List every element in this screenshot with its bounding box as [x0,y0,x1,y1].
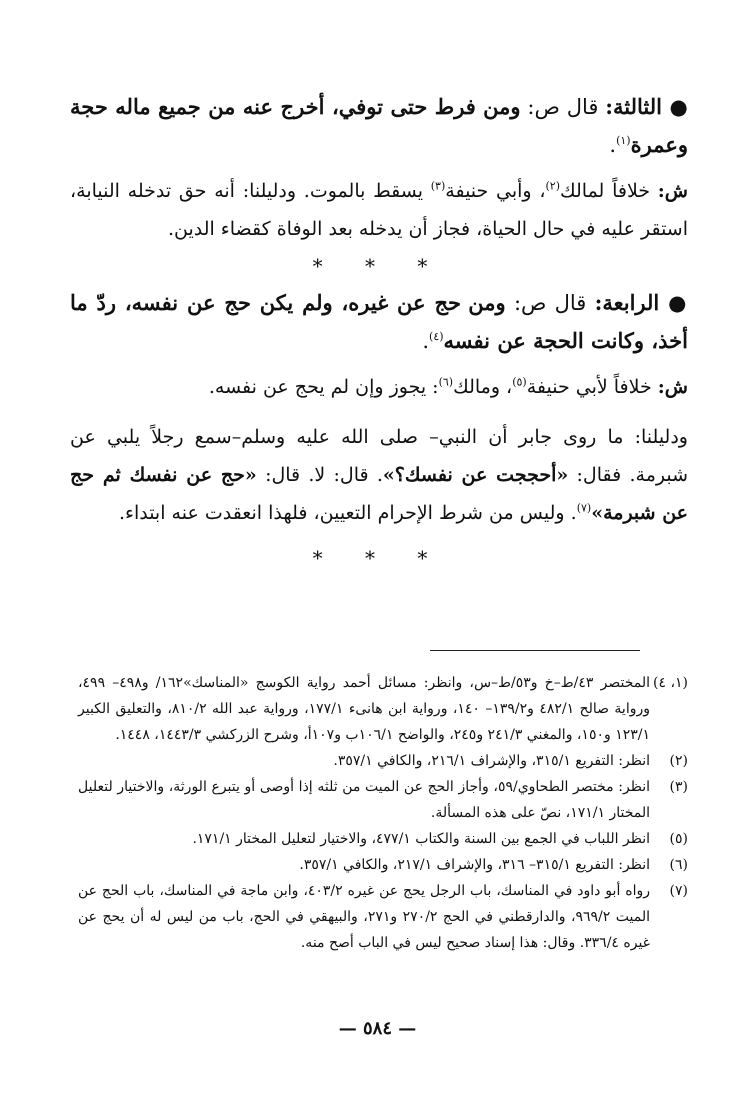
footnote-number: (١، ٤) [653,675,688,691]
footnote-item [78,878,688,956]
footnote-number: (٧) [669,883,688,899]
footnote-number: (٢) [669,753,688,769]
qal-label: قال ص: [513,291,587,315]
commentary-text: ، ومالك [453,376,513,398]
commentary-text: خلافاً لأبي حنيفة [526,376,652,398]
punct: . [422,329,430,353]
page-number: — ٥٨٤ — [338,1018,417,1039]
commentary-text: خلافاً لمالك [559,180,651,202]
footnote-separator [430,650,640,651]
evidence-text: ودليلنا: ما روى جابر أن النبي– صلى الله عليه وسلم–سمع رجلاً يلبي عن شبرمة. فقال: [70,426,689,486]
footnote-item [78,826,688,852]
footnote-number: (٦) [669,857,688,873]
section-third [70,88,688,164]
footnote-item [78,774,688,826]
footnote-text: انظر اللباب في الجمع بين السنة والكتاب ٤٧٧/١، والاختيار لتعليل المختار ١٧١/١. [192,831,650,847]
footnote-text: المختصر ٤٣/ط–خ و٥٣/ط–س، وانظر: مسائل أحمد رواية الكوسج «المناسك»١٦٢/ و٤٩٨– ٤٩٩، ورواية صالح ٤٨٢/١ و١٣٩/٢– ١٤٠، ورواية ابن هانىء ١٧٧/١، ورواية عبد الله ٨١٠/٢، والتعليق الكبير ١٢٣/١ و١٥٠، والمغني ٢٤١/٣ و٢٤٥، والواضح ١٠٦/١ب و١٠٧أ، وشرح الزركشي ١٤٤٣/٣، ١٤٤٨. [78,675,650,743]
footnote-text: انظر: التفريع ٣١٥/١، والإشراف ٢١٦/١، والكافي ٣٥٧/١. [333,753,650,769]
footnote-number: (٥) [669,831,688,847]
footnote-text: انظر: التفريع ٣١٥/١– ٣١٦، والإشراف ٢١٧/١، والكافي ٣٥٧/١. [299,857,650,873]
hadith-quote: «أحججت عن نفسك؟» [382,464,569,486]
footnote-ref[interactable]: (٢) [545,179,560,193]
footnote-number: (٣) [669,779,688,795]
section-heading: ● الثالثة: [605,94,688,119]
commentary-text: : يجوز وإن لم يحج عن نفسه. [208,376,439,398]
section-heading: ● الرابعة: [594,290,688,315]
section-divider: * * * [312,546,446,570]
commentary-text: يسقط بالموت. ودليلنا: أنه حق تدخله النيابة، استقر عليه في حال الحياة، فجاز أن يدخله بعد الوفاة كقضاء الدين. [70,180,688,240]
footnote-ref[interactable]: (٧) [576,501,592,515]
punct: . [609,133,617,157]
commentary-label: ش: [657,376,688,398]
evidence-paragraph [70,418,688,532]
rule-text: ومن حج عن غيره، ولم يكن حج عن نفسه، ردّ ما أخذ، وكانت الحجة عن نفسه [70,290,688,353]
footnote-ref[interactable]: (١) [616,134,631,147]
commentary-label: ش: [657,180,688,202]
footnotes [78,670,688,956]
section-fourth [70,284,688,360]
footnote-item [78,852,688,878]
evidence-text: . قال: لا. قال: [256,464,383,486]
footnote-item [78,670,688,748]
footnote-item [78,748,688,774]
footnote-text: رواه أبو داود في المناسك، باب الرجل يحج عن غيره ٤٠٣/٢، وابن ماجة في المناسك، باب الحج عن الميت ٩٦٩/٢، والدارقطني في الحج ٢٧٠/٢ و٢٧١، والبيهقي في الحج، باب من ليس له أن يحج عن غيره ٣٣٦/٤. وقال: هذا إسناد صحيح ليس في الباب أصح منه. [78,883,650,951]
evidence-text: . وليس من شرط الإحرام التعيين، فلهذا انعقدت عنه ابتداء. [118,502,577,524]
main-text [70,88,688,576]
footnote-ref[interactable]: (٦) [438,375,454,389]
footnote-ref[interactable]: (٣) [430,179,446,193]
qal-label: قال ص: [527,95,599,119]
commentary-third [70,172,688,248]
footnote-ref[interactable]: (٥) [512,375,527,389]
commentary-text: ، وأبي حنيفة [445,180,546,202]
section-divider: * * * [312,254,446,278]
hadith-quote: «حج عن نفسك ثم حج عن شبرمة» [70,464,688,524]
footnote-text: انظر: مختصر الطحاوي/٥٩، وأجاز الحج عن الميت من ثلثه إذا أوصى أو يتبرع الورثة، والاختيار لتعليل المختار ١٧١/١، نصّ على هذه المسألة. [78,779,650,821]
footnote-ref[interactable]: (٤) [429,330,444,343]
commentary-fourth [70,368,688,406]
rule-text: ومن فرط حتى توفي، أخرج عنه من جميع ماله حجة وعمرة [70,94,688,157]
